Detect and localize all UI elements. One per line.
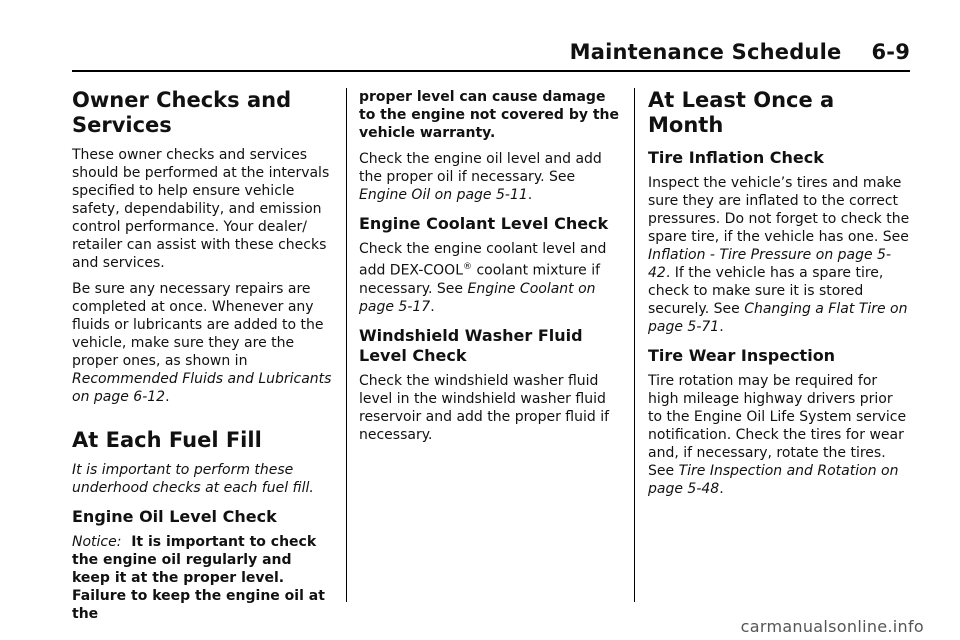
fuel-fill-intro: It is important to perform these underhood checks at each fuel fill. [72,462,314,496]
fluids-link[interactable]: Recommended Fluids and Lubricants on page 6-12 [72,371,332,405]
page-title: Maintenance Schedule 6-9 [569,40,910,64]
column-3 [648,88,910,506]
engine-oil-notice: Notice: It is important to check the engine oil regularly and keep it at the proper level. Failure to keep the engine oil at the [72,534,330,622]
engine-oil-link[interactable]: Engine Oil on page 5-11 [359,187,528,203]
column-1 [72,88,334,631]
fuel-fill-heading: At Each Fuel Fill [72,428,262,452]
column-divider [346,88,347,602]
column-divider [634,88,635,602]
washer-paragraph: Check the windshield washer fluid level in the windshield washer fluid reservoir and add the proper fluid if necessary. [359,372,610,443]
tire-inflation-paragraph: Inspect the vehicle’s tires and make sure they are inflated to the correct pressures. Do not forget to check the spare tire, if the vehicle has one. See Inflation - Tire Pressure on page 5-42. If the vehicle has a spare tire, check to make sure it is stored securely. See Changing a Flat Tire on page 5-71. [648,175,910,335]
column-2 [359,88,625,452]
flat-tire-link[interactable]: Changing a Flat Tire on page 5-71 [648,301,908,335]
repairs-paragraph: Be sure any necessary repairs are completed at once. Whenever any fluids or lubricants are added to the vehicle, make sure they are the proper ones, as shown in Recommended Fluids and Lubricants on page 6-12. [72,281,332,405]
tire-wear-paragraph: Tire rotation may be required for high mileage highway drivers prior to the Engine Oil Life System service notification. Check the tires for wear and, if necessary, rotate the tires. See Tire Inspection and Rotation on page 5-48. [648,373,907,497]
tire-inflation-heading: Tire Inflation Check [648,148,824,167]
owner-checks-heading: Owner Checks and Services [72,88,292,137]
owner-checks-paragraph: These owner checks and services should be performed at the intervals specified to help ensure vehicle safety, dependability, and emission control performance. Your dealer/ retailer can assist with these checks and services. [72,147,330,271]
page-header [72,40,910,72]
coolant-heading: Engine Coolant Level Check [359,214,609,233]
washer-heading: Windshield Washer Fluid Level Check [359,325,583,365]
tire-wear-heading: Tire Wear Inspection [648,346,836,365]
notice-label: Notice: [72,534,122,550]
engine-oil-heading: Engine Oil Level Check [72,507,277,526]
engine-oil-paragraph: Check the engine oil level and add the proper oil if necessary. See Engine Oil on page 5-11. [359,151,602,203]
engine-oil-notice-cont: proper level can cause damage to the engine not covered by the vehicle warranty. [359,89,619,141]
monthly-heading: At Least Once a Month [648,88,835,137]
coolant-paragraph: Check the engine coolant level and add DEX-COOL® coolant mixture if necessary. See Engine Coolant on page 5-17. [359,241,607,315]
tire-rotation-link[interactable]: Tire Inspection and Rotation on page 5-48 [648,463,899,497]
watermark: carmanualsonline.info [740,617,924,636]
coolant-link[interactable]: Engine Coolant on page 5-17 [359,280,596,315]
tire-pressure-link[interactable]: Inflation - Tire Pressure on page 5-42 [648,247,892,281]
registered-mark: ® [463,262,472,272]
